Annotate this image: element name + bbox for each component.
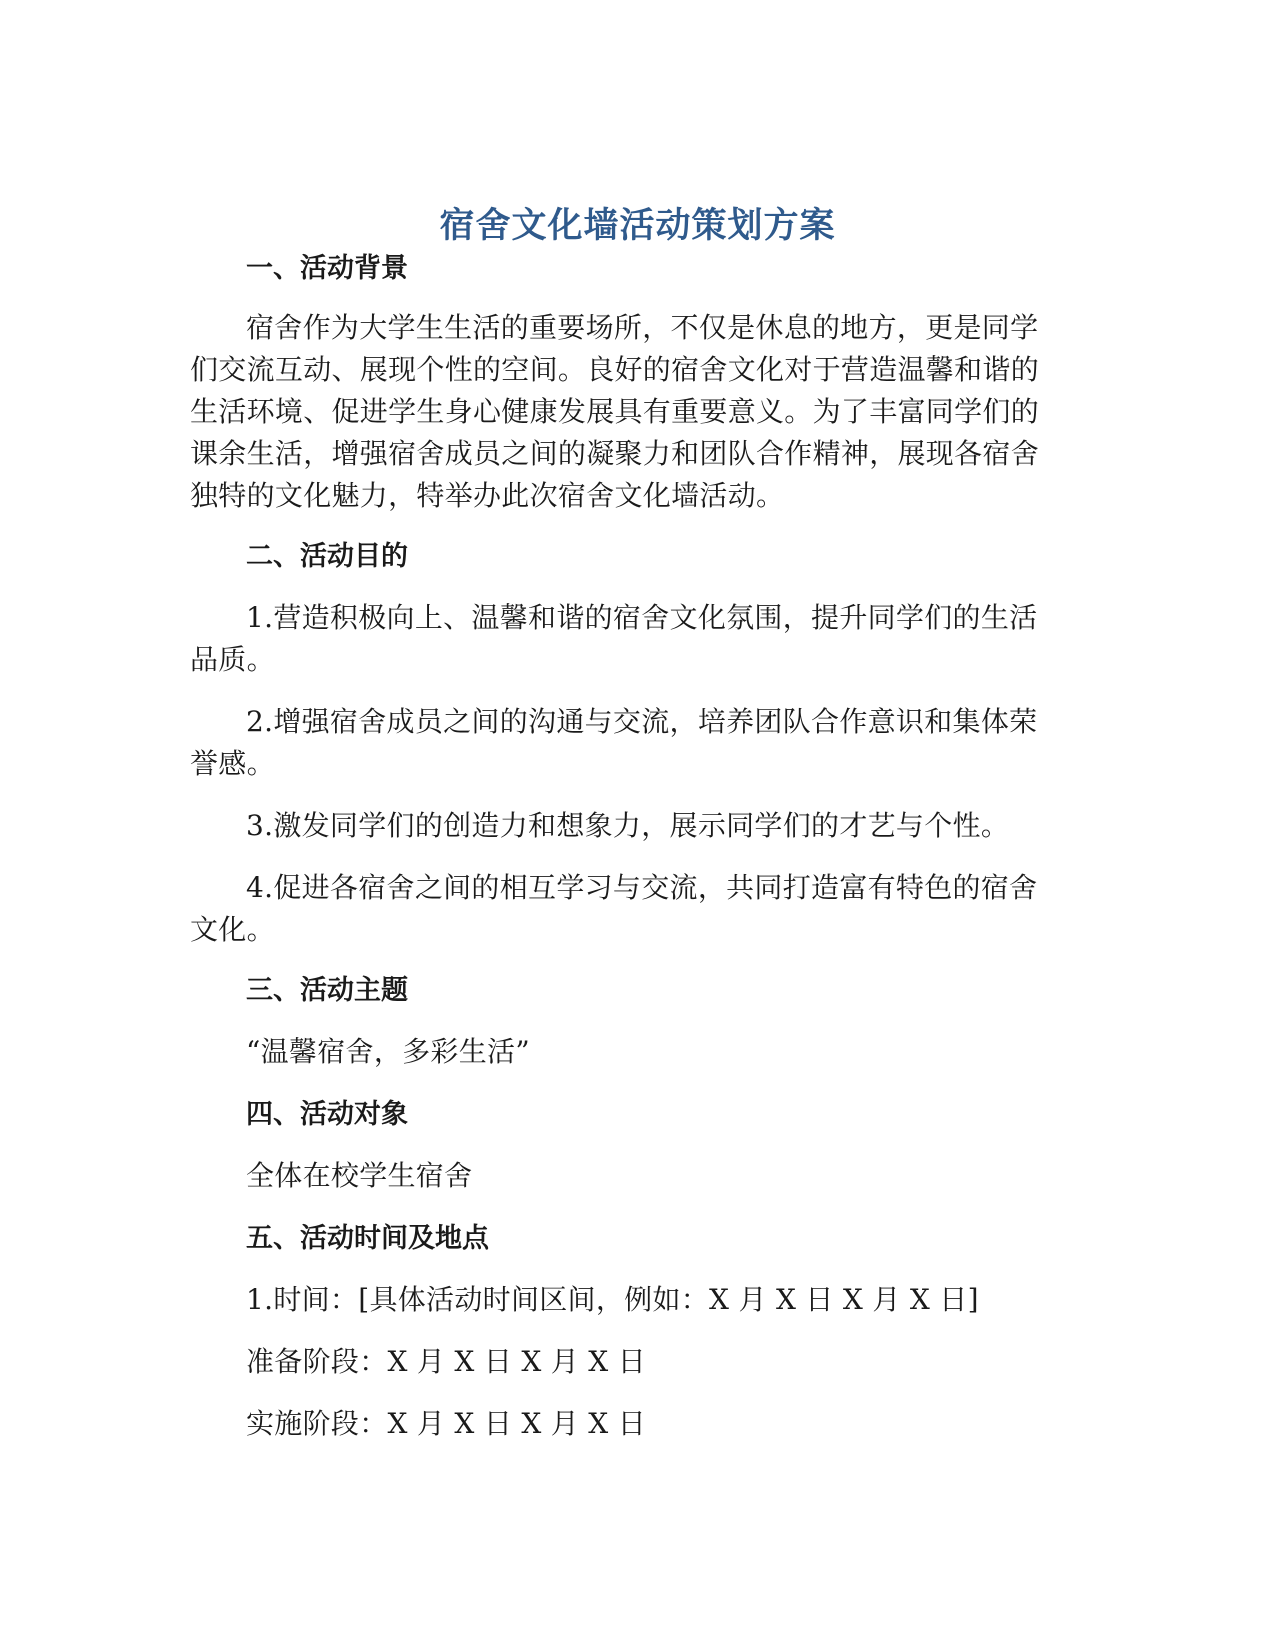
section-heading-purpose: 二、活动目的 (246, 541, 408, 572)
audience-text: 全体在校学生宿舍 (246, 1159, 473, 1192)
section-heading-audience: 四、活动对象 (246, 1099, 408, 1130)
body-line: 1.时间：[具体活动时间区间，例如：X 月 X 日 X 月 X 日] (246, 1283, 979, 1316)
list-item-line: 2.增强宿舍成员之间的沟通与交流，培养团队合作意识和集体荣 (246, 705, 1038, 738)
body-line: 生活环境、促进学生身心健康发展具有重要意义。为了丰富同学们的 (190, 395, 1040, 428)
document-title: 宿舍文化墙活动策划方案 (439, 206, 836, 246)
body-line: 实施阶段：X 月 X 日 X 月 X 日 (246, 1407, 647, 1440)
theme-text: “温馨宿舍，多彩生活” (246, 1035, 530, 1068)
section-heading-theme: 三、活动主题 (246, 975, 408, 1006)
section-heading-time-place: 五、活动时间及地点 (246, 1223, 489, 1254)
body-line: 独特的文化魅力，特举办此次宿舍文化墙活动。 (190, 479, 785, 512)
list-item-line: 品质。 (190, 643, 275, 676)
list-item-line: 3.激发同学们的创造力和想象力，展示同学们的才艺与个性。 (246, 809, 1010, 842)
list-item-line: 1.营造积极向上、温馨和谐的宿舍文化氛围，提升同学们的生活 (246, 601, 1038, 634)
body-line: 宿舍作为大学生生活的重要场所，不仅是休息的地方，更是同学 (246, 311, 1039, 344)
list-item-line: 文化。 (190, 913, 275, 946)
body-line: 们交流互动、展现个性的空间。良好的宿舍文化对于营造温馨和谐的 (190, 353, 1040, 386)
section-heading-background: 一、活动背景 (246, 253, 408, 284)
list-item-line: 4.促进各宿舍之间的相互学习与交流，共同打造富有特色的宿舍 (246, 871, 1038, 904)
body-line: 课余生活，增强宿舍成员之间的凝聚力和团队合作精神，展现各宿舍 (190, 437, 1040, 470)
body-line: 准备阶段：X 月 X 日 X 月 X 日 (246, 1345, 647, 1378)
list-item-line: 誉感。 (190, 747, 275, 780)
